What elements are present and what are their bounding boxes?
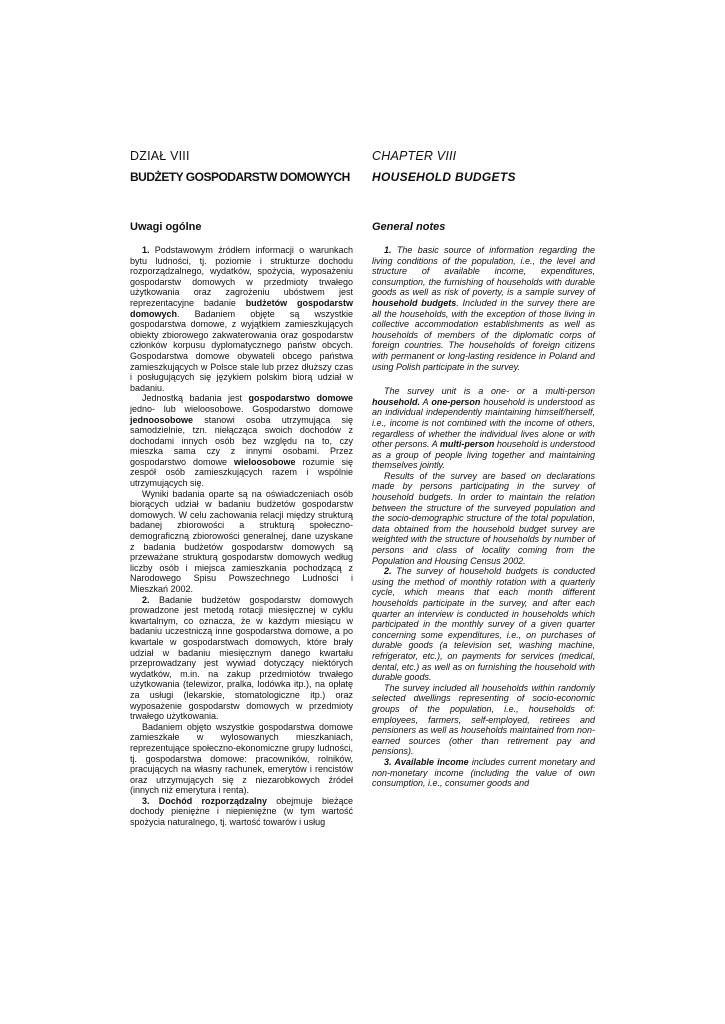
text-run: includes current monetary and non-monetary income (including the value of own consumption, i.e., consumer goods and	[372, 756, 595, 789]
text-run: rozumie się zespół osób zamieszkujących razem i wspólnie utrzymujących się.	[130, 456, 353, 489]
text-run: The basic source of information regarding the living conditions of the population, i.e., the level and structure of available income, expenditures, consumption, the furnishing of households with durable goods as well as risk of poverty, is a sample survey of	[372, 245, 595, 298]
text-run: Results of the survey are based on declarations made by persons participating in the survey of household budgets. In order to maintain the relation between the structure of the surveyed population and the socio-demographic structure of the total population, data obtained from the household budget survey are weighted with the structure of households by number of persons and class of locality coming from the Population and Housing Census 2002.	[372, 470, 595, 566]
bold-text-run: wieloosobowe	[234, 456, 296, 467]
body-text-en	[372, 245, 595, 789]
text-run: Jednostką badania jest	[142, 393, 249, 404]
text-run: household is understood as a group of people living together and maintaining themselves jointly.	[372, 439, 595, 471]
bold-text-run: jednoosobowe	[130, 414, 193, 425]
body-text-pl	[130, 245, 353, 828]
paragraph	[372, 471, 595, 566]
paragraph	[372, 566, 595, 683]
bold-text-run: one-person	[431, 396, 481, 407]
text-run: . Badaniem objęte są wszystkie gospodarstwa domowe, z wyjątkiem zamieszkujących obiekty zbiorowego zakwaterowania oraz gospodarstw członków korpusu dyplomatycznego państw obcych. Gospodarstwa domowe obywateli obcego państwa zamieszkujących w Polsce stale lub przez dłuższy czas i posługujących się językiem polskim biorą udział w badaniu.	[130, 308, 353, 393]
text-run: Badaniem objęto wszystkie gospodarstwa domowe zamieszkałe w wylosowanych mieszkaniach, reprezentujące społeczno-ekonomiczne grupy ludności, tj. gospodarstwa domowe: pracowników, rolników, pracujących na własny rachunek, emerytów i rencistów oraz utrzymujących się z niezarobkowych źródeł (innych niż emerytura i renta).	[130, 721, 353, 796]
text-run: A	[420, 396, 432, 407]
chapter-label-en: CHAPTER VIII	[372, 149, 457, 163]
bold-text-run: 3. Dochód rozporządzalny	[142, 795, 267, 806]
paragraph	[130, 796, 353, 828]
bold-text-run: 3. Available income	[384, 756, 469, 767]
text-run: Badanie budżetów gospodarstw domowych prowadzone jest metodą rotacji miesięcznej w cyklu kwartalnym, co oznacza, że w każdym miesiącu w badaniu uczestniczą inne gospodarstwa domowe, a po kwartale w gospodarstwach domowych, które brały udział w badaniu miesięcznym danego kwartału przeprowadzany jest wywiad dotyczący niektórych wydatków, m.in. na zakup przedmiotów trwałego użytkowania (telewizor, pralka, lodówka itp.), na opłatę za usługi (lekarskie, stomatologiczne itp.) oraz wyposażenie gospodarstw domowych w przedmioty trwałego użytkowania.	[130, 594, 353, 722]
text-run: The survey unit is a one- or a multi-person	[384, 386, 595, 397]
bold-text-run: 1.	[384, 245, 397, 255]
paragraph	[372, 757, 595, 789]
paragraph	[130, 489, 353, 595]
bold-text-run: budżetów gospodarstw domowych	[130, 297, 353, 319]
text-run: Wyniki badania oparte są na oświadczeniach osób biorących udział w badaniu budżetów gospodarstw domowych. W celu zachowania relacji między strukturą badanej zbiorowości a strukturą społeczno-demograficzną zbiorowości generalnej, dane uzyskane z badania budżetów gospodarstw domowych są przeważane strukturą gospodarstw domowych według liczby osób i miejsca zamieszkania pochodzącą z Narodowego Spisu Powszechnego Ludności i Mieszkań 2002.	[130, 488, 353, 594]
chapter-title-pl: BUDŻETY GOSPODARSTW DOMOWYCH	[130, 170, 350, 184]
text-run: The survey included all households within randomly selected dwellings representing of socio-economic groups of the population, i.e., households of: employees, farmers, self-employed, retirees and pensioners as well as households maintained from non-earned sources (other than retirement pay and pensions).	[372, 682, 595, 757]
paragraph	[372, 386, 595, 471]
paragraph	[372, 245, 595, 372]
bold-text-run: household.	[372, 396, 420, 407]
chapter-title-en: HOUSEHOLD BUDGETS	[372, 170, 516, 184]
paragraph	[372, 683, 595, 757]
paragraph	[130, 245, 353, 393]
bold-text-run: gospodarstwo domowe	[248, 393, 353, 404]
paragraph	[130, 595, 353, 722]
text-run: jedno- lub wieloosobowe. Gospodarstwo domowe	[130, 403, 353, 414]
bold-text-run: 2.	[384, 566, 397, 577]
text-run: . Included in the survey there are all the households, with the exception of those living in collective accommodation establishments as well as households of members of the diplomatic corps of foreign countries. The households of foreign citizens with permanent or long-lasting residence in Poland and using Polish participate in the survey.	[372, 297, 596, 372]
text-run: stanowi osoba utrzymująca się samodzielnie, tzn. niełącząca swoich dochodów z dochodami innych osób bez względu na to, czy mieszka sama czy z innymi osobami. Przez gospodarstwo domowe	[130, 414, 353, 467]
text-run: The survey of household budgets is conducted using the method of monthly rotation with a quarterly cycle, which means that each month different households participate in the survey, and after each quarter an interview is conducted in households which participated in the monthly survey of a given quarter concerning some expenditures, i.e., on purchases of durable goods (a television set, washing machine, refrigerator, etc.), on payments for services (medical, dental, etc.) as well as on furnishing the household with durable goods.	[372, 566, 595, 683]
text-run: obejmuje bieżące dochody pieniężne i niepieniężne (w tym wartość spożycia naturalnego, tj. wartość towarów i usług	[130, 795, 353, 828]
bold-text-run: multi-person	[439, 439, 495, 450]
chapter-label-pl: DZIAŁ VIII	[130, 149, 190, 163]
bold-text-run: household budgets	[372, 297, 457, 308]
text-run: household is understood as an individual independently maintaining himself/herself, i.e., income is not combined with the income of others, regardless of whether the individual lives alone or with other persons. A	[372, 396, 595, 450]
bold-text-run: 2.	[142, 594, 159, 605]
bold-text-run: 1.	[142, 245, 155, 255]
paragraph	[130, 393, 353, 488]
paragraph	[130, 722, 353, 796]
text-run: Podstawowym źródłem informacji o warunkach bytu ludności, tj. poziomie i strukturze dochodu rozporządzalnego, wydatków, spożycia, wyposażeniu gospodarstw domowych w przedmioty trwałego użytkowania oraz zagrożeniu ubóstwem jest reprezentacyjne badanie	[130, 245, 353, 308]
section-title-pl: Uwagi ogólne	[130, 221, 202, 233]
section-title-en: General notes	[372, 221, 446, 233]
